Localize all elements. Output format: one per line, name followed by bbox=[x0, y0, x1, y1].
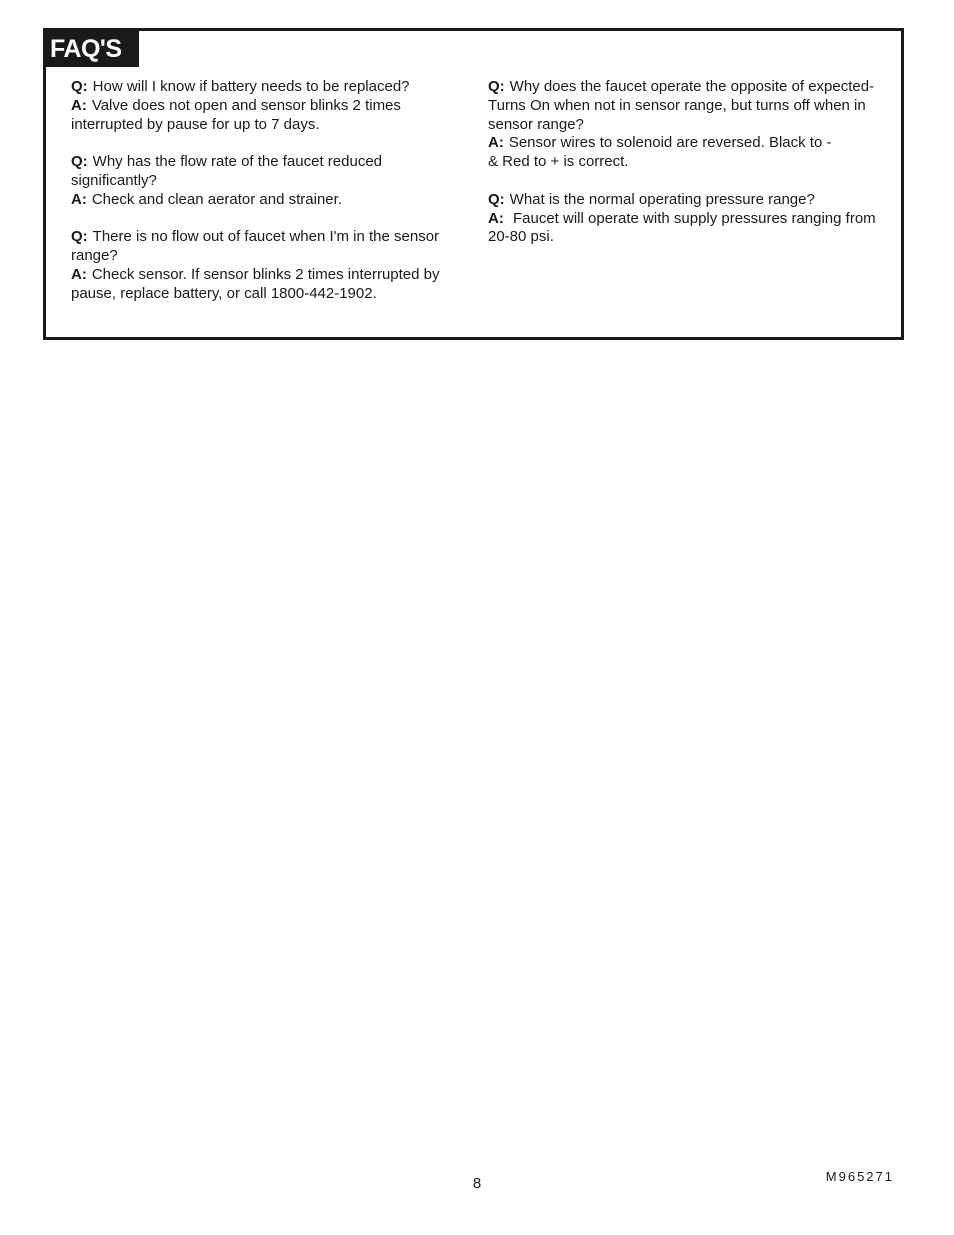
question-text: Why does the faucet operate the opposite of expected-Turns On when not in sensor range, but turns off when in sensor range? bbox=[488, 78, 875, 133]
answer-label: A: bbox=[71, 190, 87, 208]
faq-answer bbox=[488, 210, 883, 248]
answer-text: Check sensor. If sensor blinks 2 times interrupted by pause, replace battery, or call 1800-442-1902. bbox=[71, 265, 440, 302]
faq-answer bbox=[488, 134, 883, 172]
faq-question bbox=[71, 153, 466, 191]
faq-question bbox=[488, 78, 883, 134]
question-label: Q: bbox=[488, 78, 505, 95]
faq-item bbox=[488, 191, 883, 247]
faq-box bbox=[43, 28, 904, 340]
faq-answer bbox=[71, 191, 466, 210]
answer-text: Sensor wires to solenoid are reversed. Black to - & Red to + is correct. bbox=[488, 134, 832, 171]
answer-text: Valve does not open and sensor blinks 2 times interrupted by pause for up to 7 days. bbox=[71, 96, 401, 133]
faq-column-left bbox=[71, 78, 466, 322]
answer-label: A: bbox=[71, 96, 87, 114]
faq-question bbox=[488, 191, 883, 210]
page-number: 8 bbox=[472, 1175, 482, 1192]
faq-answer bbox=[71, 97, 466, 135]
answer-label: A: bbox=[488, 209, 504, 227]
faq-heading: FAQ'S bbox=[46, 31, 139, 67]
answer-label: A: bbox=[71, 265, 87, 283]
faq-item bbox=[488, 78, 883, 172]
faq-item bbox=[71, 153, 466, 209]
question-text: What is the normal operating pressure range? bbox=[509, 190, 815, 208]
question-label: Q: bbox=[488, 190, 505, 208]
faq-item bbox=[71, 78, 466, 134]
question-text: Why has the flow rate of the faucet reduced significantly? bbox=[71, 153, 383, 189]
answer-text: Faucet will operate with supply pressures ranging from 20-80 psi. bbox=[488, 209, 876, 246]
question-label: Q: bbox=[71, 153, 88, 171]
document-code: M965271 bbox=[825, 1169, 894, 1184]
question-text: How will I know if battery needs to be replaced? bbox=[92, 78, 410, 95]
faq-item bbox=[71, 228, 466, 303]
answer-label: A: bbox=[488, 134, 504, 152]
question-label: Q: bbox=[71, 78, 88, 95]
faq-question bbox=[71, 228, 466, 266]
faq-answer bbox=[71, 266, 466, 304]
question-label: Q: bbox=[71, 228, 88, 246]
faq-question bbox=[71, 78, 466, 97]
question-text: There is no flow out of faucet when I'm in the sensor range? bbox=[71, 228, 440, 265]
answer-text: Check and clean aerator and strainer. bbox=[91, 190, 342, 208]
faq-column-right bbox=[488, 78, 883, 266]
